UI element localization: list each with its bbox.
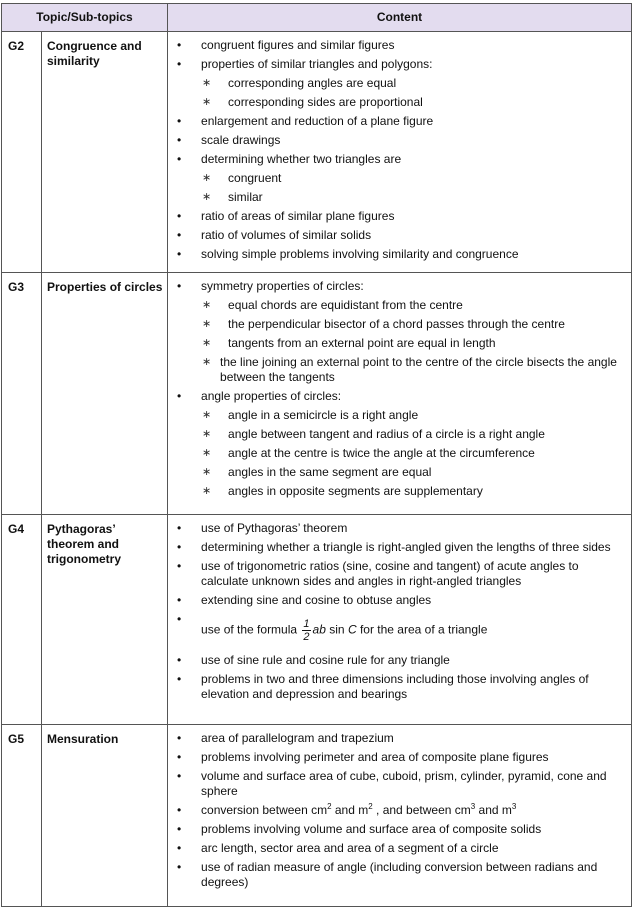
item-text: enlargement and reduction of a plane figure: [201, 114, 434, 128]
star-bullet-icon: ∗: [202, 191, 212, 203]
unit-text: conversion between cm: [201, 803, 328, 817]
sub-item-text: similar: [228, 190, 263, 204]
star-bullet-icon: ∗: [202, 428, 212, 440]
item-text: solving simple problems involving similarity and congruence: [201, 247, 519, 261]
list-item: [172, 612, 625, 649]
list-item: [172, 593, 625, 608]
topic-title: Pythagoras’ theorem and trigonometry: [42, 515, 168, 725]
star-bullet-icon: ∗: [202, 318, 212, 330]
sub-list-item: [201, 336, 625, 351]
list-item: [172, 114, 625, 129]
list-item: [172, 559, 625, 589]
content-list: [172, 38, 625, 262]
sub-item-text: angles in the same segment are equal: [228, 465, 432, 479]
topic-title: Mensuration: [42, 725, 168, 907]
bullet-icon: •: [177, 841, 182, 855]
list-item: [172, 389, 625, 499]
topic-code: G3: [2, 273, 42, 515]
unit-exponent: 2: [327, 802, 332, 811]
sub-item-text: the line joining an external point to the centre of the circle bisects the angle between the tangents: [220, 355, 617, 384]
sub-list-item: [201, 355, 625, 385]
star-bullet-icon: ∗: [202, 356, 212, 368]
content-list: [172, 279, 625, 499]
sub-list-item: [201, 76, 625, 91]
star-bullet-icon: ∗: [202, 77, 212, 89]
sub-list: [201, 76, 625, 110]
sub-item-text: corresponding angles are equal: [228, 76, 397, 90]
sub-item-text: equal chords are equidistant from the centre: [228, 298, 463, 312]
item-text: use of radian measure of angle (including conversion between radians and degrees): [201, 860, 598, 889]
sub-item-text: corresponding sides are proportional: [228, 95, 423, 109]
header-row: [2, 4, 632, 32]
item-text: problems involving volume and surface area of composite solids: [201, 822, 542, 836]
topic-content: [168, 725, 632, 907]
sub-item-text: angle between tangent and radius of a circle is a right angle: [228, 427, 545, 441]
bullet-icon: •: [177, 593, 182, 607]
item-text: volume and surface area of cube, cuboid, prism, cylinder, pyramid, cone and sphere: [201, 769, 607, 798]
fraction-denominator: 2: [303, 631, 310, 643]
content-list: [172, 731, 625, 890]
list-item: [172, 133, 625, 148]
sub-list-item: [201, 446, 625, 461]
sub-item-text: the perpendicular bisector of a chord passes through the centre: [228, 317, 565, 331]
topic-header: Topic/Sub-topics: [2, 4, 168, 32]
list-item: [172, 822, 625, 837]
bullet-icon: •: [177, 860, 182, 874]
item-text: use of Pythagoras’ theorem: [201, 521, 348, 535]
item-text: problems involving perimeter and area of composite plane figures: [201, 750, 549, 764]
bullet-icon: •: [177, 247, 182, 261]
sub-list: [201, 408, 625, 499]
item-text: ratio of volumes of similar solids: [201, 228, 372, 242]
fraction-numerator: 1: [303, 618, 310, 630]
list-item: [172, 672, 625, 702]
list-item: [172, 228, 625, 243]
list-item: [172, 247, 625, 262]
sub-list: [201, 298, 625, 385]
bullet-icon: •: [177, 612, 182, 626]
sub-list-item: [201, 317, 625, 332]
sub-list-item: [201, 298, 625, 313]
bullet-icon: •: [177, 559, 182, 573]
unit-text: and m: [331, 803, 369, 817]
bullet-icon: •: [177, 731, 182, 745]
unit-text: and m: [475, 803, 512, 817]
list-item: [172, 750, 625, 765]
list-item: [172, 769, 625, 799]
bullet-icon: •: [177, 672, 182, 686]
topic-row-g5: [2, 725, 632, 907]
item-text: problems in two and three dimensions including those involving angles of elevation and depression and bearings: [201, 672, 589, 701]
item-text: ratio of areas of similar plane figures: [201, 209, 395, 223]
table-body: [2, 32, 632, 907]
topic-code: G4: [2, 515, 42, 725]
bullet-icon: •: [177, 279, 182, 293]
sub-list-item: [201, 408, 625, 423]
content-header: Content: [168, 4, 632, 32]
bullet-icon: •: [177, 822, 182, 836]
list-item: [172, 731, 625, 746]
sub-list-item: [201, 465, 625, 480]
formula-text-before: use of the formula: [201, 622, 298, 637]
sub-list-item: [201, 171, 625, 186]
topic-row-g4: [2, 515, 632, 725]
syllabus-table: [1, 3, 632, 907]
unit-exponent: 3: [511, 802, 517, 811]
item-text: use of trigonometric ratios (sine, cosine and tangent) of acute angles to calculate unknown sides and angles in right-angled triangles: [201, 559, 579, 588]
topic-content: [168, 515, 632, 725]
star-bullet-icon: ∗: [202, 172, 212, 184]
list-item: [172, 152, 625, 205]
list-item: [172, 521, 625, 536]
sub-item-text: congruent: [228, 171, 282, 185]
item-text: extending sine and cosine to obtuse angles: [201, 593, 432, 607]
list-item: [172, 803, 625, 818]
bullet-icon: •: [177, 653, 182, 667]
sub-item-text: tangents from an external point are equal in length: [228, 336, 496, 350]
topic-code: G5: [2, 725, 42, 907]
unit-exponent: 3: [470, 802, 476, 811]
sub-list-item: [201, 427, 625, 442]
list-item: [172, 540, 625, 555]
unit-exponent: 2: [368, 802, 373, 811]
star-bullet-icon: ∗: [202, 409, 212, 421]
item-text: determining whether two triangles are: [201, 152, 402, 166]
bullet-icon: •: [177, 769, 182, 783]
fraction-one-half: [302, 618, 310, 643]
bullet-icon: •: [177, 803, 182, 817]
star-bullet-icon: ∗: [202, 96, 212, 108]
topic-content: [168, 273, 632, 515]
list-item: [172, 860, 625, 890]
bullet-icon: •: [177, 389, 182, 403]
list-item: [172, 209, 625, 224]
star-bullet-icon: ∗: [202, 337, 212, 349]
topic-code: G2: [2, 32, 42, 273]
star-bullet-icon: ∗: [202, 485, 212, 497]
formula-sin: sin: [329, 622, 345, 637]
bullet-icon: •: [177, 133, 182, 147]
list-item: [172, 38, 625, 53]
topic-content: [168, 32, 632, 273]
formula-text-after: for the area of a triangle: [359, 622, 488, 637]
item-text: scale drawings: [201, 133, 281, 147]
sub-list-item: [201, 190, 625, 205]
item-text: area of parallelogram and trapezium: [201, 731, 394, 745]
bullet-icon: •: [177, 540, 182, 554]
item-text: determining whether a triangle is right-angled given the lengths of three sides: [201, 540, 611, 554]
item-text: arc length, sector area and area of a segment of a circle: [201, 841, 499, 855]
bullet-icon: •: [177, 750, 182, 764]
star-bullet-icon: ∗: [202, 299, 212, 311]
star-bullet-icon: ∗: [202, 466, 212, 478]
topic-row-g3: [2, 273, 632, 515]
star-bullet-icon: ∗: [202, 447, 212, 459]
topic-title: Properties of circles: [42, 273, 168, 515]
bullet-icon: •: [177, 38, 182, 52]
item-text: use of sine rule and cosine rule for any triangle: [201, 653, 450, 667]
sub-list-item: [201, 95, 625, 110]
topic-title: Congruence and similarity: [42, 32, 168, 273]
bullet-icon: •: [177, 209, 182, 223]
item-text: symmetry properties of circles:: [201, 279, 364, 293]
unit-text: , and between cm: [372, 803, 471, 817]
item-text: angle properties of circles:: [201, 389, 342, 403]
formula-ab: ab: [312, 622, 326, 637]
item-text: congruent figures and similar figures: [201, 38, 395, 52]
bullet-icon: •: [177, 521, 182, 535]
bullet-icon: •: [177, 228, 182, 242]
list-item: [172, 57, 625, 110]
sub-list-item: [201, 484, 625, 499]
formula-c: C: [347, 622, 357, 637]
bullet-icon: •: [177, 114, 182, 128]
list-item: [172, 653, 625, 668]
content-list: [172, 521, 625, 702]
list-item: [172, 841, 625, 856]
sub-list: [201, 171, 625, 205]
topic-row-g2: [2, 32, 632, 273]
sub-item-text: angles in opposite segments are supplementary: [228, 484, 483, 498]
sub-item-text: angle at the centre is twice the angle at the circumference: [228, 446, 535, 460]
item-text: properties of similar triangles and polygons:: [201, 57, 433, 71]
bullet-icon: •: [177, 57, 182, 71]
sub-item-text: angle in a semicircle is a right angle: [228, 408, 419, 422]
list-item: [172, 279, 625, 385]
bullet-icon: •: [177, 152, 182, 166]
